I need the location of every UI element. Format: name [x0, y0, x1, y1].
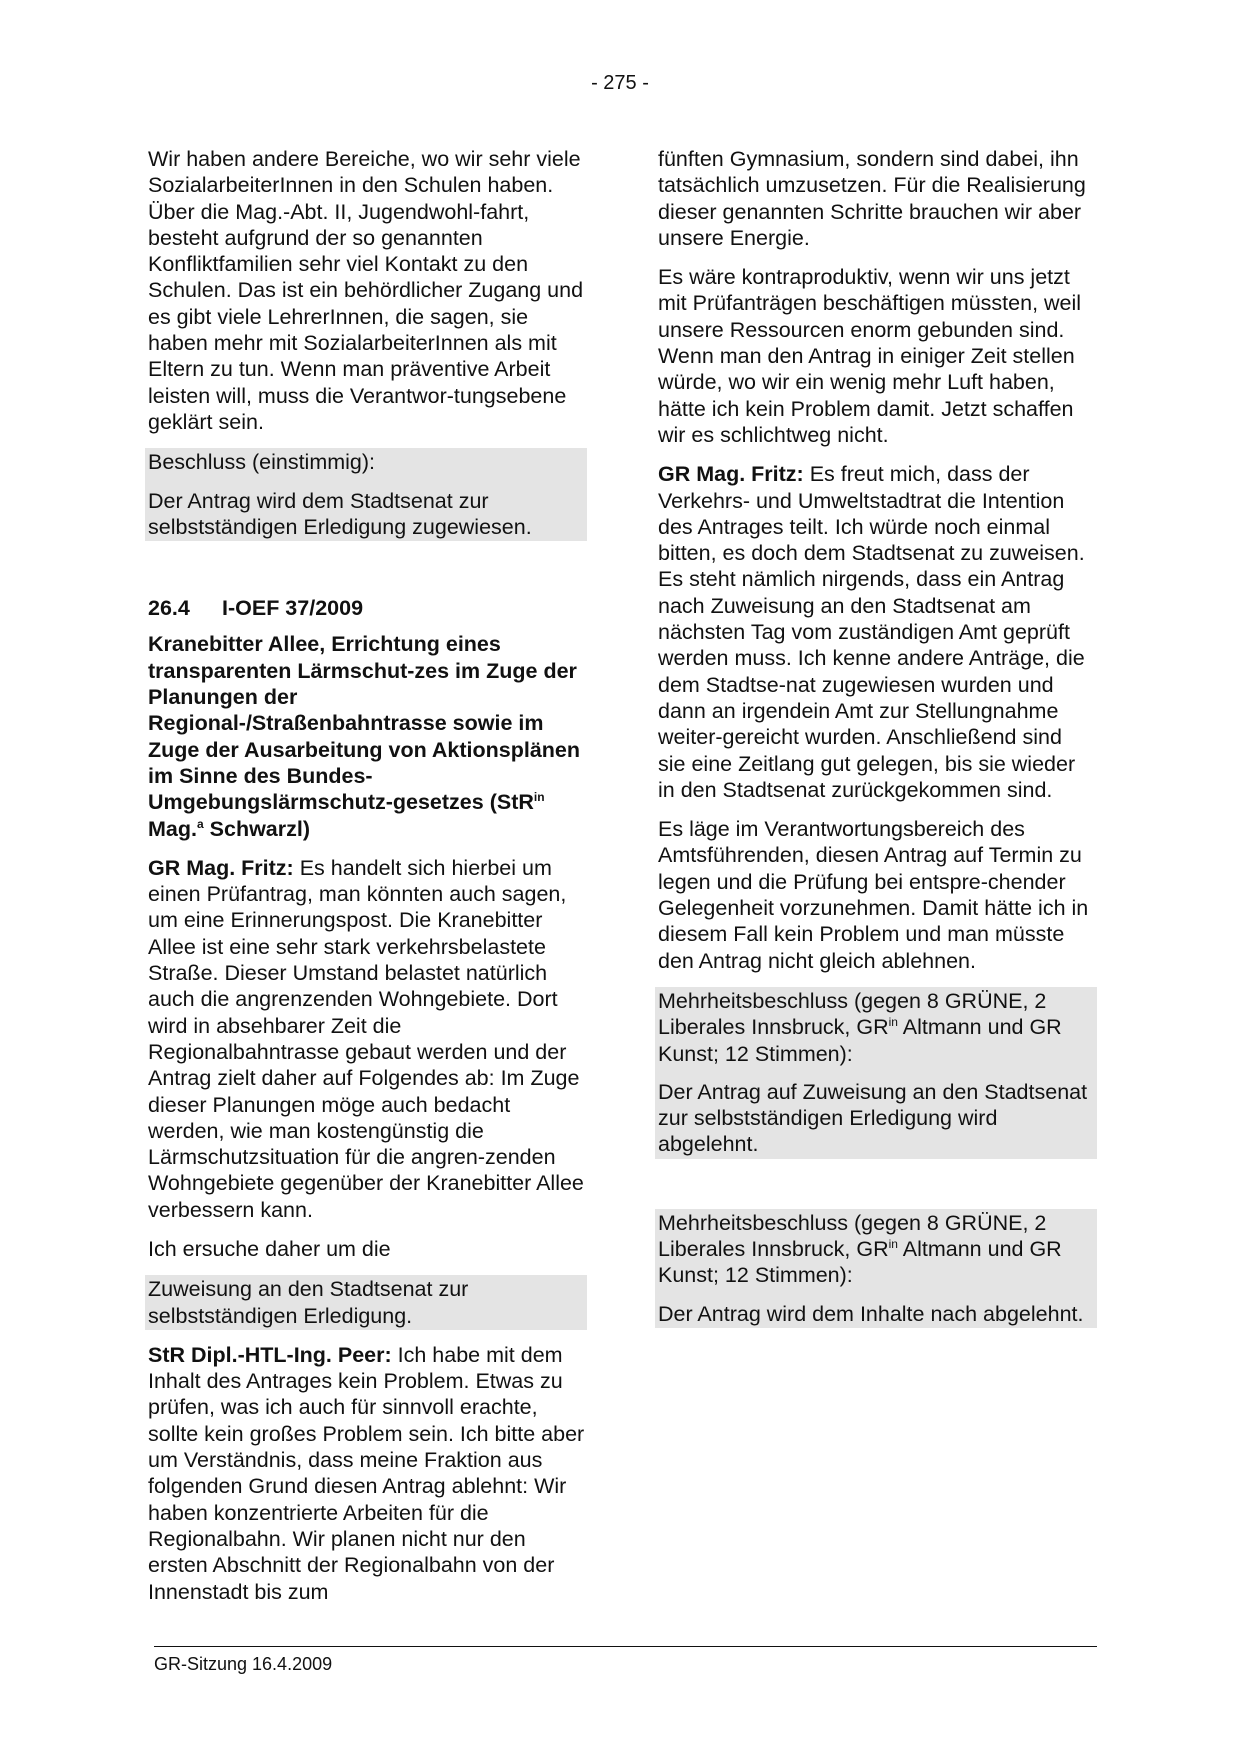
paragraph: Es wäre kontraproduktiv, wenn wir uns jetzt mit Prüfanträgen beschäftigen müssten, weil unsere Ressourcen enorm gebunden sind. Wenn man den Antrag in einiger Zeit stellen würde, wo wir ein wenig mehr Luft haben, hätte ich kein Problem damit. Jetzt schaffen wir es schlichtweg nicht.	[658, 265, 1082, 447]
paragraph: Wir haben andere Bereiche, wo wir sehr viele SozialarbeiterInnen in den Schulen haben. Über die Mag.-Abt. II, Jugendwohl-fahrt, besteht aufgrund der so genannten Konfliktfamilien sehr viel Kontakt zu den Schulen. Das ist ein behördlicher Zugang und es gibt viele LehrerInnen, die sagen, sie haben mehr mit SozialarbeiterInnen als mit Eltern zu tun. Wenn man präventive Arbeit leisten will, muss die Verantwor-tungsebene geklärt sein.	[148, 147, 584, 434]
page-number: - 275 -	[591, 72, 649, 94]
agenda-item-code: I-OEF 37/2009	[222, 596, 364, 621]
right-column	[658, 146, 1095, 1328]
request-box	[145, 1275, 587, 1330]
resolution-box	[655, 987, 1097, 1159]
speaker-name: StR Dipl.-HTL-Ing. Peer:	[148, 1342, 392, 1367]
speaker-name: GR Mag. Fritz:	[658, 462, 804, 487]
resolution-label: Beschluss (einstimmig):	[148, 450, 375, 475]
speech-paragraph: GR Mag. Fritz: Es freut mich, dass der Verkehrs- und Umweltstadtrat die Intention des Antrages teilt. Ich würde noch einmal bitten, es doch dem Stadtsenat zu zuweisen. Es steht nämlich nirgends, dass ein Antrag nach Zuweisung an den Stadtsenat am nächsten Tag vom zuständigen Amt geprüft werden muss. Ich kenne andere Anträge, die dem Stadtse-nat zugewiesen wurden und dann an irgendein Amt zur Stellungnahme weiter-gereicht wurden. Anschließend sind sie eine Zeitlang gut gelegen, bis sie wieder in den Stadtsenat zurückgekommen sind.	[658, 462, 1085, 802]
footer-divider	[154, 1646, 1097, 1647]
resolution-text: Der Antrag wird dem Stadtsenat zur selbstständigen Erledigung zugewiesen.	[148, 488, 532, 539]
request-text: Zuweisung an den Stadtsenat zur selbstständigen Erledigung.	[148, 1277, 469, 1328]
speaker-name: GR Mag. Fritz:	[148, 855, 294, 880]
resolution-label: Mehrheitsbeschluss (gegen 8 GRÜNE, 2 Liberales Innsbruck, $GR^{in}$ Altmann und GR Kunst; 12 Stimmen):	[658, 988, 1062, 1066]
agenda-item-heading	[148, 595, 585, 621]
resolution-text: Der Antrag auf Zuweisung an den Stadtsenat zur selbstständigen Erledigung wird abgelehnt.	[658, 1079, 1088, 1157]
paragraph: Ich ersuche daher um die	[148, 1236, 391, 1261]
agenda-item-title: Kranebitter Allee, Errichtung eines transparenten Lärmschut-zes im Zuge der Planungen der Regional-/Straßenbahntrasse sowie im Zuge der Ausarbeitung von Aktionsplänen im Sinne des Bundes-Umgebungslärmschutz-gesetzes (StR$^{in}$ Mag.$^a$ Schwarzl)	[148, 632, 581, 841]
resolution-box	[145, 448, 587, 541]
resolution-label: Mehrheitsbeschluss (gegen 8 GRÜNE, 2 Liberales Innsbruck, $GR^{in}$ Altmann und GR Kunst; 12 Stimmen):	[658, 1210, 1062, 1288]
speech-paragraph: StR Dipl.-HTL-Ing. Peer: Ich habe mit dem Inhalt des Antrages kein Problem. Etwas zu prüfen, was ich auch für sinnvoll erachte, sollte kein großes Problem sein. Ich bitte aber um Verständnis, dass meine Fraktion aus folgenden Grund diesen Antrag ablehnt: Wir haben konzentrierte Arbeiten für die Regionalbahn. Wir planen nicht nur den ersten Abschnitt der Regionalbahn von der Innenstadt bis zum	[148, 1342, 585, 1604]
resolution-box	[655, 1209, 1097, 1328]
speech-paragraph: GR Mag. Fritz: Es handelt sich hierbei um einen Prüfantrag, man könnten auch sagen, um eine Erinnerungspost. Die Kranebitter Allee ist eine sehr stark verkehrsbelastete Straße. Dieser Umstand belastet natürlich auch die angrenzenden Wohngebiete. Dort wird in absehbarer Zeit die Regionalbahntrasse gebaut werden und der Antrag zielt daher auf Folgendes ab: Im Zuge dieser Planungen möge auch bedacht werden, wie man kostengünstig die Lärmschutzsituation für die angren-zenden Wohngebiete gegenüber der Kranebitter Allee verbessern kann.	[148, 855, 584, 1222]
paragraph: Es läge im Verantwortungsbereich des Amtsführenden, diesen Antrag auf Termin zu legen und die Prüfung bei entspre-chender Gelegenheit vorzunehmen. Damit hätte ich in diesem Fall kein Problem und man müsste den Antrag nicht gleich ablehnen.	[658, 817, 1089, 973]
footer-text: GR-Sitzung 16.4.2009	[154, 1654, 333, 1674]
agenda-item-number: 26.4	[148, 596, 190, 621]
left-column	[148, 146, 585, 1618]
paragraph: fünften Gymnasium, sondern sind dabei, ihn tatsächlich umzusetzen. Für die Realisierung dieser genannten Schritte brauchen wir aber unsere Energie.	[658, 147, 1086, 250]
resolution-text: Der Antrag wird dem Inhalte nach abgelehnt.	[658, 1301, 1084, 1326]
